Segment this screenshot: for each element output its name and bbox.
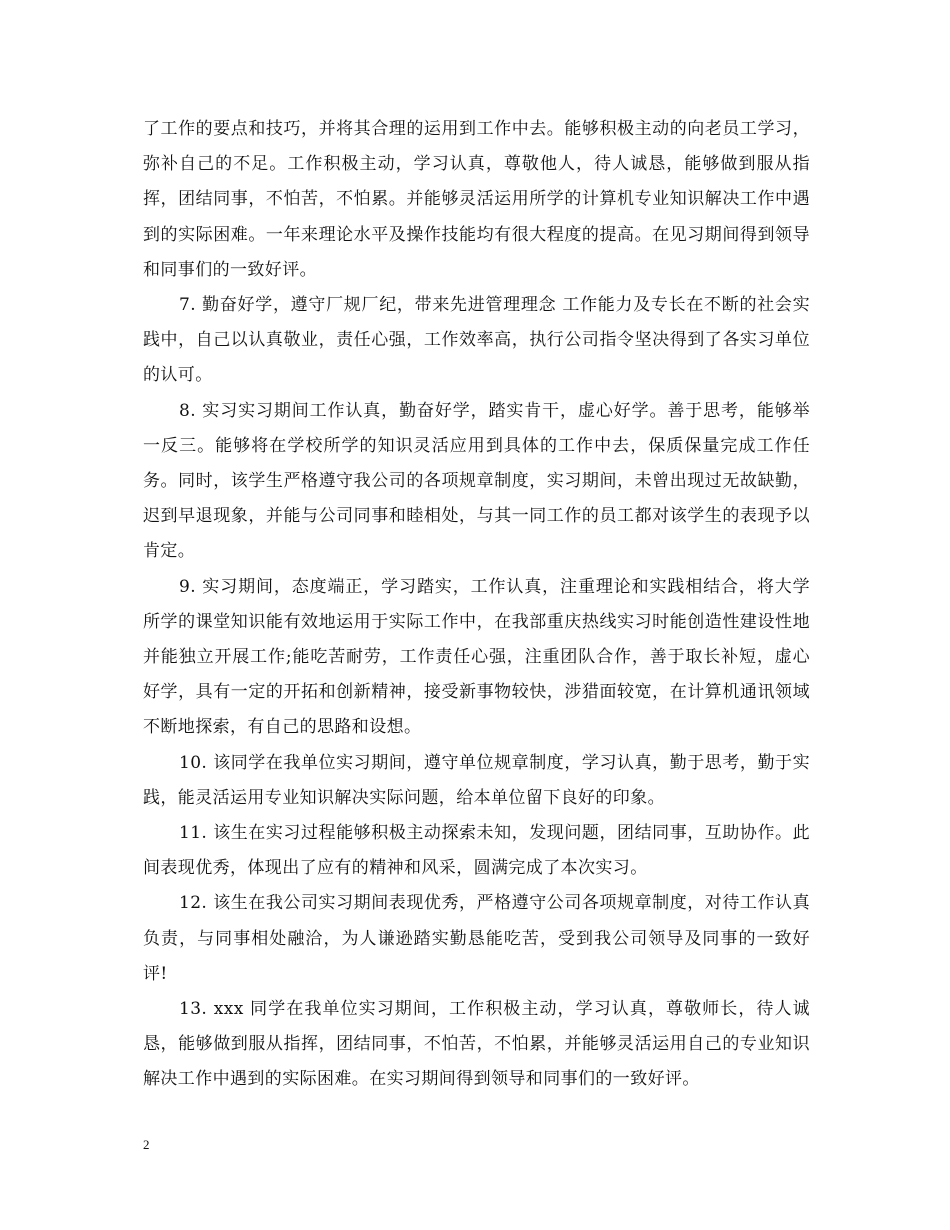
paragraph-item-8: 8. 实习实习期间工作认真，勤奋好学，踏实肯干，虚心好学。善于思考，能够举一反三。能够将在学校所学的知识灵活应用到具体的工作中去，保质保量完成工作任务。同时，该学生严格遵守我公司的各项规章制度，实习期间，未曾出现过无故缺勤，迟到早退现象，并能与公司同事和睦相处，与其一同工作的员工都对该学生的表现予以肯定。 [143,400,810,562]
paragraph-item-12: 12. 该生在我公司实习期间表现优秀，严格遵守公司各项规章制度，对待工作认真负责，与同事相处融洽，为人谦逊踏实勤恳能吃苦，受到我公司领导及同事的一致好评! [143,893,810,984]
paragraph-item-11: 11. 该生在实习过程能够积极主动探索未知，发现问题，团结同事，互助协作。此间表现优秀，体现出了应有的精神和风采，圆满完成了本次实习。 [143,823,810,879]
document-body [143,112,810,1098]
paragraph-item-13: 13. xxx 同学在我单位实习期间，工作积极主动，学习认真，尊敬师长，待人诚恳，能够做到服从指挥，团结同事，不怕苦，不怕累，并能够灵活运用自己的专业知识解决工作中遇到的实际困难。在实习期间得到领导和同事们的一致好评。 [143,999,810,1090]
page-number: 2 [143,1137,150,1152]
paragraph-item-7: 7. 勤奋好学，遵守厂规厂纪，带来先进管理理念 工作能力及专长在不断的社会实践中，自己以认真敬业，责任心强，工作效率高，执行公司指令坚决得到了各实习单位的认可。 [143,295,810,386]
paragraph-item-9: 9. 实习期间，态度端正，学习踏实，工作认真，注重理论和实践相结合，将大学所学的课堂知识能有效地运用于实际工作中，在我部重庆热线实习时能创造性建设性地并能独立开展工作;能吃苦耐劳，工作责任心强，注重团队合作，善于取长补短，虚心好学，具有一定的开拓和创新精神，接受新事物较快，涉猎面较宽，在计算机通讯领域不断地探索，有自己的思路和设想。 [143,576,810,738]
paragraph-item-10: 10. 该同学在我单位实习期间，遵守单位规章制度，学习认真，勤于思考，勤于实践，能灵活运用专业知识解决实际问题，给本单位留下良好的印象。 [143,752,810,808]
paragraph-continuation: 了工作的要点和技巧，并将其合理的运用到工作中去。能够积极主动的向老员工学习，弥补自己的不足。工作积极主动，学习认真，尊敬他人，待人诚恳，能够做到服从指挥，团结同事，不怕苦，不怕累。并能够灵活运用所学的计算机专业知识解决工作中遇到的实际困难。一年来理论水平及操作技能均有很大程度的提高。在见习期间得到领导和同事们的一致好评。 [143,119,810,280]
